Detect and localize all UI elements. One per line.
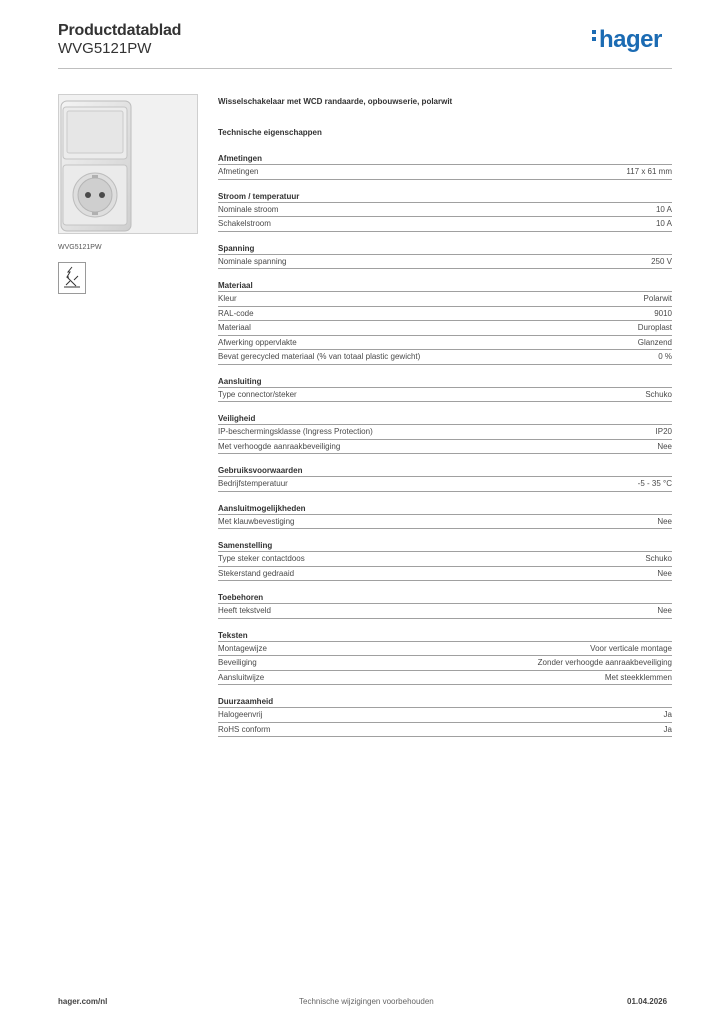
spec-label: Afmetingen [218, 167, 259, 176]
spec-label: Type steker contactdoos [218, 554, 305, 563]
spec-value: Zonder verhoogde aanraakbeveiliging [537, 658, 672, 667]
spec-section [218, 539, 672, 581]
hager-logo [592, 26, 662, 54]
spec-value: Polarwit [643, 294, 672, 303]
spec-value: 250 V [651, 256, 672, 266]
spec-section [218, 279, 672, 365]
spec-value: Ja [663, 710, 672, 719]
section-title: Stroom / temperatuur [218, 190, 672, 203]
tech-heading: Technische eigenschappen [218, 128, 322, 137]
spec-label: Bedrijfstemperatuur [218, 479, 288, 488]
spec-value: Nee [657, 516, 672, 526]
header-divider [58, 68, 672, 69]
image-caption: WVG5121PW [58, 244, 102, 251]
spec-section [218, 242, 672, 270]
spec-label: Heeft tekstveld [218, 606, 271, 615]
product-description: Wisselschakelaar met WCD randaarde, opbouwserie, polarwit [218, 97, 453, 106]
spec-row [218, 255, 672, 270]
spec-row [218, 604, 672, 619]
logo-text: hager [599, 26, 662, 53]
spec-value: 9010 [654, 308, 672, 318]
product-image [58, 94, 198, 234]
spec-value: Voor verticale montage [590, 643, 672, 653]
spec-section [218, 502, 672, 530]
spec-value: 117 x 61 mm [626, 167, 672, 176]
spec-value: 10 A [655, 204, 672, 214]
footer-website[interactable]: hager.com/nl [58, 997, 108, 1006]
spec-label: Kleur [218, 294, 237, 303]
spec-value: Nee [657, 568, 672, 578]
section-title: Aansluiting [218, 375, 672, 388]
flush-mounting-symbol-icon [58, 262, 86, 294]
spec-label: Montagewijze [218, 643, 267, 653]
spec-row [218, 307, 672, 322]
spec-row [218, 217, 672, 232]
spec-label: Nominale stroom [218, 204, 279, 214]
spec-value: 10 A [655, 219, 672, 228]
spec-row [218, 425, 672, 440]
spec-row [218, 515, 672, 530]
spec-row [218, 656, 672, 671]
spec-section [218, 629, 672, 686]
spec-value: Ja [663, 724, 672, 734]
spec-value: IP20 [655, 427, 672, 436]
spec-label: RAL-code [218, 308, 254, 318]
spec-row [218, 440, 672, 455]
spec-value: Schuko [645, 389, 672, 399]
footer-disclaimer: Technische wijzigingen voorbehouden [299, 997, 434, 1006]
spec-label: Type connector/steker [218, 389, 297, 399]
spec-row [218, 165, 672, 180]
spec-content [218, 97, 672, 747]
spec-sections [218, 152, 672, 737]
spec-row [218, 723, 672, 738]
spec-label: Beveiliging [218, 658, 257, 667]
spec-row [218, 567, 672, 582]
section-title: Samenstelling [218, 539, 672, 552]
spec-value: 0 % [658, 352, 672, 361]
spec-section [218, 464, 672, 492]
spec-section [218, 375, 672, 403]
spec-row [218, 708, 672, 723]
spec-value: Met steekklemmen [604, 672, 672, 682]
spec-label: Materiaal [218, 323, 251, 332]
spec-value: -5 - 35 °C [637, 479, 672, 488]
spec-value: Duroplast [637, 323, 672, 332]
spec-label: RoHS conform [218, 724, 271, 734]
spec-value: Schuko [645, 554, 672, 563]
spec-value: Nee [657, 606, 672, 615]
spec-row [218, 321, 672, 336]
section-title: Veiligheid [218, 412, 672, 425]
spec-value: Glanzend [637, 337, 672, 347]
spec-section [218, 152, 672, 180]
spec-label: Stekerstand gedraaid [218, 568, 295, 578]
spec-row [218, 388, 672, 403]
section-title: Teksten [218, 629, 672, 642]
spec-label: Bevat gerecycled materiaal (% van totaal plastic gewicht) [218, 352, 421, 361]
spec-row [218, 642, 672, 657]
logo-dots-icon [592, 30, 597, 44]
spec-row [218, 336, 672, 351]
spec-label: Afwerking oppervlakte [218, 337, 297, 347]
spec-label: Met klauwbevestiging [218, 516, 295, 526]
page-title: Productdatablad [58, 22, 182, 39]
section-title: Afmetingen [218, 152, 672, 165]
section-title: Spanning [218, 242, 672, 255]
spec-section [218, 412, 672, 454]
section-title: Gebruiksvoorwaarden [218, 464, 672, 477]
footer-date: 01.04.2026 [627, 997, 668, 1006]
spec-label: Schakelstroom [218, 219, 271, 228]
spec-value: Nee [657, 441, 672, 451]
spec-row [218, 477, 672, 492]
spec-row [218, 203, 672, 218]
product-code: WVG5121PW [58, 40, 152, 57]
spec-section [218, 695, 672, 737]
spec-label: IP-beschermingsklasse (Ingress Protection) [218, 427, 373, 436]
spec-section [218, 591, 672, 619]
spec-section [218, 190, 672, 232]
section-title: Duurzaamheid [218, 695, 672, 708]
spec-row [218, 552, 672, 567]
spec-label: Nominale spanning [218, 256, 287, 266]
spec-label: Met verhoogde aanraakbeveiliging [218, 441, 341, 451]
spec-row [218, 671, 672, 686]
section-title: Aansluitmogelijkheden [218, 502, 672, 515]
spec-row [218, 292, 672, 307]
section-title: Toebehoren [218, 591, 672, 604]
spec-label: Aansluitwijze [218, 672, 265, 682]
section-title: Materiaal [218, 279, 672, 292]
spec-label: Halogeenvrij [218, 710, 263, 719]
spec-row [218, 350, 672, 365]
